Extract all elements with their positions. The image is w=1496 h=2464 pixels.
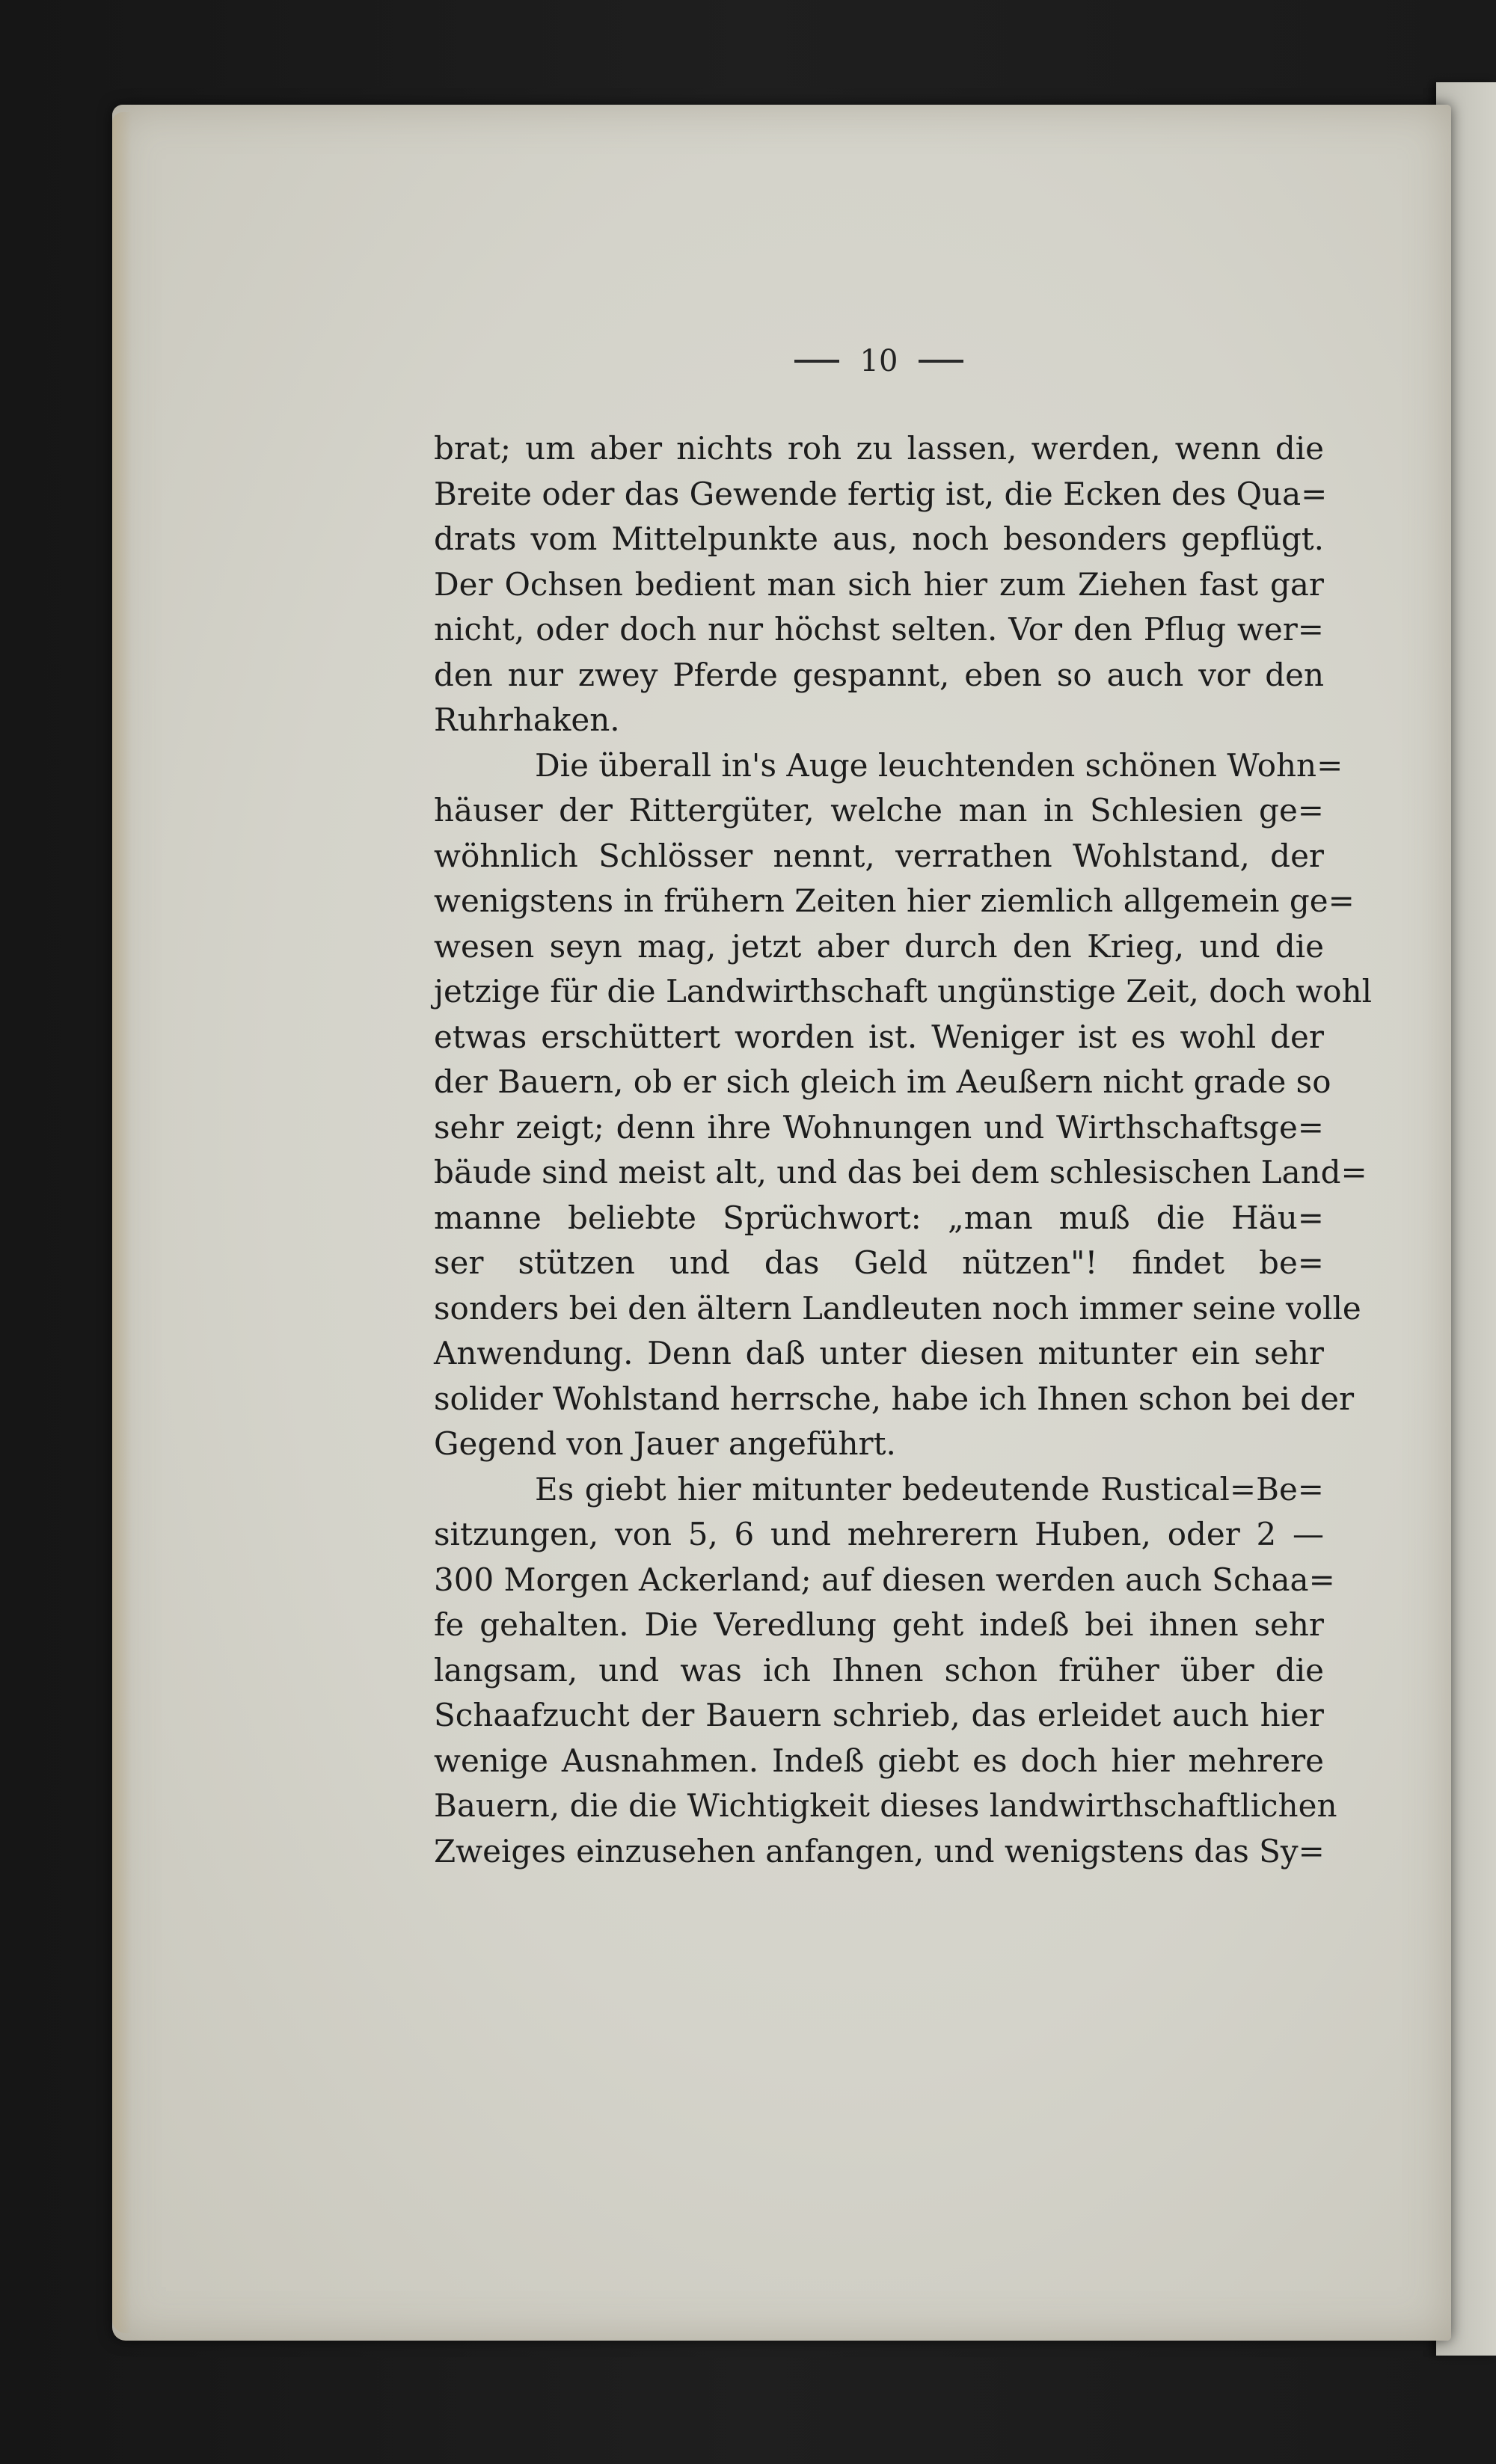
text-line: sitzungen, von 5, 6 und mehrerern Huben, oder 2 —: [434, 1516, 1324, 1552]
page-header: [748, 340, 1010, 382]
text-line: jetzige für die Landwirthschaft ungünstige Zeit, doch wohl: [434, 973, 1373, 1010]
text-line: Der Ochsen bedient man sich hier zum Ziehen fast gar: [434, 565, 1324, 603]
text-line: ser stützen und das Geld nützen"! findet be=: [434, 1244, 1324, 1281]
text-line: bäude sind meist alt, und das bei dem schlesischen Land=: [434, 1154, 1367, 1190]
text-line: den nur zwey Pferde gespannt, eben so auch vor den: [434, 656, 1324, 693]
text-line: langsam, und was ich Ihnen schon früher über die: [434, 1651, 1324, 1689]
text-line: wesen seyn mag, jetzt aber durch den Krieg, und die: [434, 927, 1324, 965]
text-line: Zweiges einzusehen anfangen, und wenigstens das Sy=: [434, 1832, 1325, 1869]
text-line: Anwendung. Denn daß unter diesen mitunter ein sehr: [434, 1335, 1324, 1371]
text-line: Die überall in's Auge leuchtenden schönen Wohn=: [535, 746, 1343, 784]
text-line: wenige Ausnahmen. Indeß giebt es doch hier mehrere: [434, 1742, 1324, 1779]
text-line: Bauern, die die Wichtigkeit dieses landwirthschaftlichen: [434, 1787, 1337, 1824]
text-line: drats vom Mittelpunkte aus, noch besonders gepflügt.: [434, 520, 1324, 557]
text-line: Schaafzucht der Bauern schrieb, das erleidet auch hier: [434, 1697, 1324, 1733]
text-line: Gegend von Jauer angeführt.: [434, 1425, 896, 1462]
text-line: der Bauern, ob er sich gleich im Aeußern nicht grade so: [434, 1063, 1331, 1100]
text-line: häuser der Rittergüter, welche man in Schlesien ge=: [434, 792, 1324, 829]
text-line: sehr zeigt; denn ihre Wohnungen und Wirthschaftsge=: [434, 1108, 1324, 1146]
page-number: 10: [859, 344, 898, 378]
text-line: Breite oder das Gewende fertig ist, die Ecken des Qua=: [434, 475, 1328, 512]
text-line: nicht, oder doch nur höchst selten. Vor den Pflug wer=: [434, 611, 1324, 648]
text-line: Ruhrhaken.: [434, 701, 620, 738]
text-line: fe gehalten. Die Veredlung geht indeß bei ihnen sehr: [434, 1606, 1324, 1643]
body-text: [434, 426, 1373, 1874]
text-line: 300 Morgen Ackerland; auf diesen werden auch Schaa=: [434, 1561, 1335, 1598]
text-line: etwas erschüttert worden ist. Weniger ist es wohl der: [434, 1018, 1324, 1055]
text-line: brat; um aber nichts roh zu lassen, werden, wenn die: [434, 430, 1324, 467]
text-line: wöhnlich Schlösser nennt, verrathen Wohlstand, der: [434, 837, 1324, 874]
text-line: Es giebt hier mitunter bedeutende Rustical=Be=: [535, 1470, 1324, 1508]
header-dash-left: [794, 360, 839, 363]
text-line: sonders bei den ältern Landleuten noch immer seine volle: [434, 1289, 1361, 1327]
text-line: wenigstens in frühern Zeiten hier ziemlich allgemein ge=: [434, 882, 1355, 919]
header-dash-right: [919, 360, 963, 363]
text-line: manne beliebte Sprüchwort: „man muß die Häu=: [434, 1199, 1324, 1236]
page-stain-edge: [112, 112, 132, 2333]
text-line: solider Wohlstand herrsche, habe ich Ihnen schon bei der: [434, 1380, 1355, 1417]
